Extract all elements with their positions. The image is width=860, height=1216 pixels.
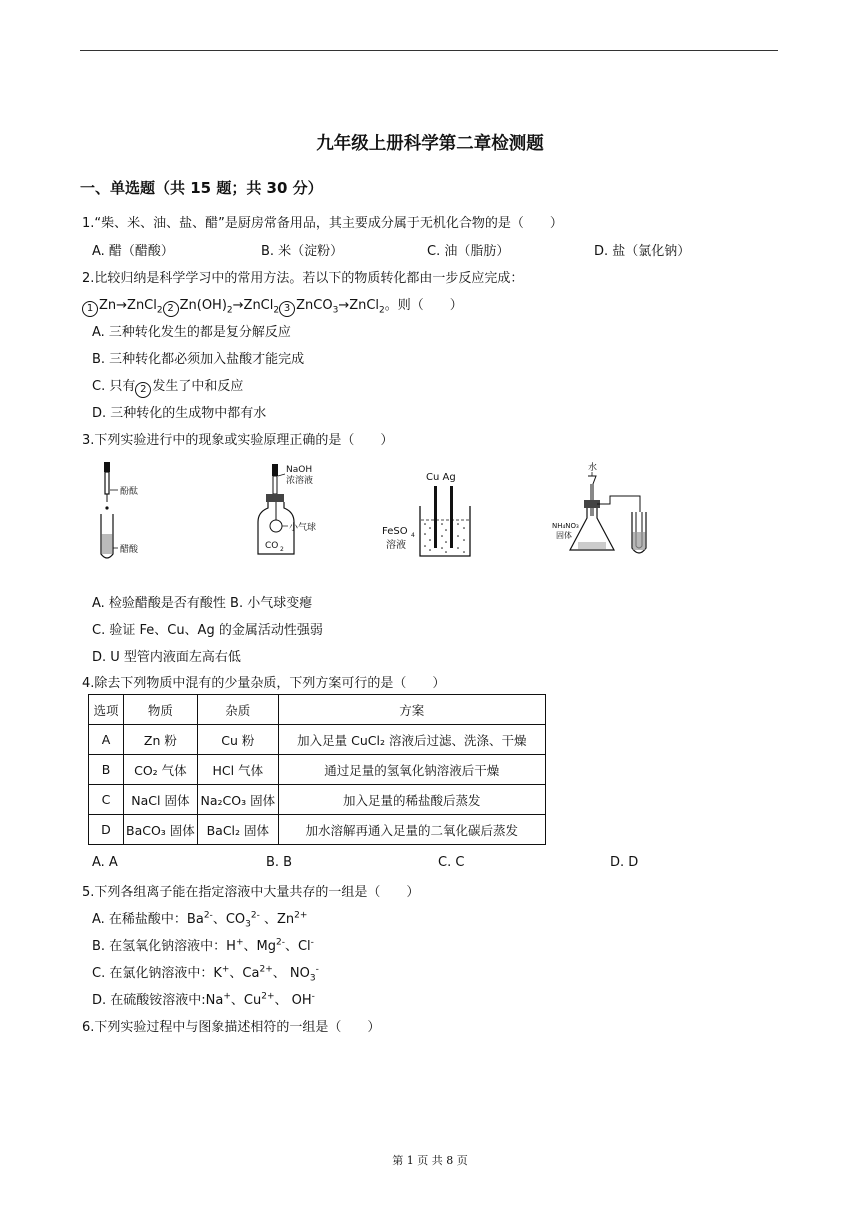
table-cell: NaCl 固体 bbox=[124, 785, 198, 815]
question-6-stem: 6.下列实验过程中与图象描述相符的一组是（ ） bbox=[82, 1020, 381, 1035]
q4-option-a: A. A bbox=[92, 855, 118, 870]
question-4-stem: 4.除去下列物质中混有的少量杂质，下列方案可行的是（ ） bbox=[82, 676, 446, 691]
q2-option-a: A. 三种转化发生的都是复分解反应 bbox=[92, 325, 291, 340]
question-2-reactions: 1 Zn→ZnCl$_2$ 2 $Zn(OH)_2\to ZnCl_2$ 3 ZnCO$_3$→ZnCl$_2$。则（ ） bbox=[82, 294, 463, 317]
question-3-stem: 3.下列实验进行中的现象或实验原理正确的是（ ） bbox=[82, 433, 394, 448]
circled-number: 1 bbox=[82, 301, 98, 317]
table-cell: 通过足量的氢氧化钠溶液后干燥 bbox=[278, 755, 545, 785]
page-title: 九年级上册科学第二章检测题 bbox=[316, 134, 544, 154]
q5-option-d: D. 在硫酸铵溶液中:Na+、$Cu^{2+}$、 OH- bbox=[92, 991, 315, 1008]
table-cell: HCl 气体 bbox=[197, 755, 278, 785]
svg-text:CO: CO bbox=[265, 541, 279, 551]
q4-option-d: D. D bbox=[610, 855, 639, 870]
table-row bbox=[89, 785, 546, 815]
svg-text:NaOH: NaOH bbox=[286, 465, 313, 475]
section-title: 一、单选题（共 15 题；共 30 分） bbox=[80, 179, 323, 197]
table-cell: Zn 粉 bbox=[124, 725, 198, 755]
svg-text:NH₄NO₃: NH₄NO₃ bbox=[552, 522, 579, 530]
table-cell: 加入足量 CuCl₂ 溶液后过滤、洗涤、干燥 bbox=[278, 725, 545, 755]
q5-option-c: C. 在氯化钠溶液中：K+、$Ca^{2+}$、 $NO_3^-$ bbox=[92, 964, 319, 984]
svg-text:固体: 固体 bbox=[556, 531, 572, 540]
table-row bbox=[89, 725, 546, 755]
q2-option-b: B. 三种转化都必须加入盐酸才能完成 bbox=[92, 352, 305, 367]
svg-text:Cu Ag: Cu Ag bbox=[426, 472, 456, 483]
svg-text:水: 水 bbox=[588, 463, 598, 473]
figure-co2-balloon bbox=[254, 462, 354, 562]
question-2-stem: 2.比较归纳是科学学习中的常用方法。若以下的物质转化都由一步反应完成： bbox=[82, 271, 524, 286]
q5-option-b: B. 在氢氧化钠溶液中：H+、$Mg^{2-}$、Cl- bbox=[92, 937, 314, 954]
table-row bbox=[89, 755, 546, 785]
svg-text:2: 2 bbox=[280, 546, 284, 553]
table-header: 选项 bbox=[89, 695, 124, 725]
figure-phenolphthalein-test bbox=[96, 462, 176, 562]
table-cell: Na₂CO₃ 固体 bbox=[197, 785, 278, 815]
q4-options-table bbox=[88, 694, 546, 845]
table-row bbox=[89, 815, 546, 845]
table-cell: 加入足量的稀盐酸后蒸发 bbox=[278, 785, 545, 815]
figure-u-tube bbox=[552, 462, 672, 562]
question-5-stem: 5.下列各组离子能在指定溶液中大量共存的一组是（ ） bbox=[82, 885, 420, 900]
header-rule bbox=[80, 50, 778, 51]
table-cell: D bbox=[89, 815, 124, 845]
page-footer: 第 1 页 共 8 页 bbox=[392, 1154, 468, 1167]
q4-option-b: B. B bbox=[266, 855, 293, 870]
q1-option-b: B. 米（淀粉） bbox=[261, 244, 344, 259]
table-header: 方案 bbox=[278, 695, 545, 725]
table-cell: 加水溶解再通入足量的二氧化碳后蒸发 bbox=[278, 815, 545, 845]
q4-option-c: C. C bbox=[438, 855, 465, 870]
svg-text:小气球: 小气球 bbox=[289, 523, 317, 533]
q5-option-a: A. 在稀盐酸中：$Ba^{2-}$、$CO_3^{2-}$ 、$Zn^{2+}$ bbox=[92, 910, 308, 930]
table-header: 物质 bbox=[124, 695, 198, 725]
table-cell: Cu 粉 bbox=[197, 725, 278, 755]
table-cell: BaCl₂ 固体 bbox=[197, 815, 278, 845]
circled-number: 3 bbox=[279, 301, 295, 317]
q3-option-c: C. 验证 Fe、Cu、Ag 的金属活动性强弱 bbox=[92, 623, 323, 638]
svg-text:4: 4 bbox=[411, 532, 415, 539]
table-cell: BaCO₃ 固体 bbox=[124, 815, 198, 845]
table-header-row bbox=[89, 695, 546, 725]
svg-text:酚酞: 酚酞 bbox=[120, 487, 139, 497]
q2-option-d: D. 三种转化的生成物中都有水 bbox=[92, 406, 267, 421]
q1-option-a: A. 醋（醋酸） bbox=[92, 244, 174, 259]
svg-text:浓溶液: 浓溶液 bbox=[286, 476, 314, 486]
circled-number: 2 bbox=[163, 301, 179, 317]
question-1-stem: 1.“柴、米、油、盐、醋”是厨房常备用品，其主要成分属于无机化合物的是（ ） bbox=[82, 216, 563, 231]
svg-text:FeSO: FeSO bbox=[382, 526, 408, 537]
figure-metal-activity bbox=[380, 462, 490, 562]
table-cell: A bbox=[89, 725, 124, 755]
q1-option-c: C. 油（脂肪） bbox=[427, 244, 510, 259]
table-cell: CO₂ 气体 bbox=[124, 755, 198, 785]
table-cell: B bbox=[89, 755, 124, 785]
q3-options-line-1: A. 检验醋酸是否有酸性 B. 小气球变瘪 bbox=[92, 596, 313, 611]
q1-option-d: D. 盐（氯化钠） bbox=[594, 244, 691, 259]
q3-option-d: D. U 型管内液面左高右低 bbox=[92, 650, 241, 665]
table-cell: C bbox=[89, 785, 124, 815]
table-header: 杂质 bbox=[197, 695, 278, 725]
svg-text:溶液: 溶液 bbox=[386, 540, 406, 551]
svg-text:醋酸: 醋酸 bbox=[120, 545, 139, 555]
q2-option-c: C. 只有 2 发生了中和反应 bbox=[92, 375, 243, 398]
